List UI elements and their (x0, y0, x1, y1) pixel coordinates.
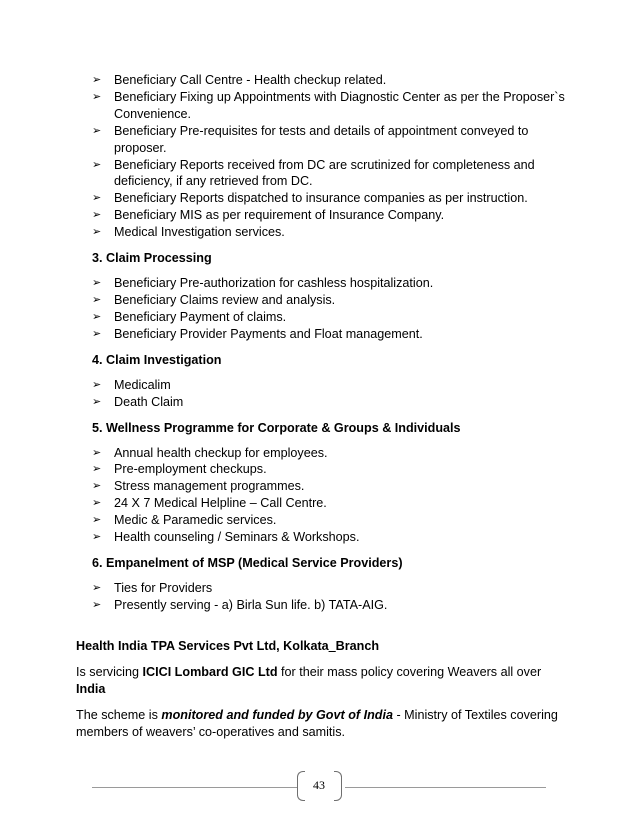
arrow-bullet-icon: ➢ (92, 89, 102, 103)
list-item: ➢ Beneficiary Reports dispatched to insurance companies as per instruction. (92, 191, 528, 206)
arrow-bullet-icon: ➢ (92, 326, 102, 340)
list-item: ➢ Medical Investigation services. (92, 225, 285, 240)
arrow-bullet-icon: ➢ (92, 530, 102, 544)
arrow-bullet-icon: ➢ (92, 157, 102, 171)
intro-bullet-list (76, 72, 566, 241)
page-number-bracket-right (334, 771, 342, 801)
arrow-bullet-icon: ➢ (92, 225, 102, 239)
list-item: ➢ Pre-employment checkups. (92, 462, 267, 477)
arrow-bullet-icon: ➢ (92, 496, 102, 510)
section-heading-wellness-programme: 5. Wellness Programme for Corporate & Groups & Individuals (92, 420, 461, 435)
arrow-bullet-icon: ➢ (92, 513, 102, 527)
list-item: ➢ 24 X 7 Medical Helpline – Call Centre. (92, 496, 327, 511)
footer-rule-left (92, 787, 297, 788)
arrow-bullet-icon: ➢ (92, 377, 102, 391)
branch-paragraphs (76, 638, 566, 741)
wellness-programme-list (76, 445, 566, 546)
list-item: ➢ Beneficiary Provider Payments and Float management. (92, 326, 423, 341)
list-item: ➢ Death Claim (92, 394, 184, 409)
company-name: ICICI Lombard GIC Ltd (142, 664, 278, 679)
list-item: ➢ Stress management programmes. (92, 479, 305, 494)
arrow-bullet-icon: ➢ (92, 276, 102, 290)
arrow-bullet-icon: ➢ (92, 462, 102, 476)
page-number-bracket-left (297, 771, 305, 801)
page-number: 43 (313, 778, 325, 792)
footer-rule-right (345, 787, 546, 788)
branch-heading: Health India TPA Services Pvt Ltd, Kolkata_Branch (76, 639, 380, 653)
section-heading-claim-processing: 3. Claim Processing (92, 251, 212, 266)
list-item: ➢ Beneficiary Pre-requisites for tests and details of appointment conveyed to proposer. (92, 123, 529, 155)
arrow-bullet-icon: ➢ (92, 580, 102, 594)
arrow-bullet-icon: ➢ (92, 191, 102, 205)
document-body (76, 72, 566, 614)
arrow-bullet-icon: ➢ (92, 445, 102, 459)
list-item: ➢ Beneficiary MIS as per requirement of Insurance Company. (92, 208, 445, 223)
list-item: ➢ Beneficiary Call Centre - Health checkup related. (92, 73, 387, 87)
arrow-bullet-icon: ➢ (92, 292, 102, 306)
list-item: ➢ Beneficiary Payment of claims. (92, 309, 287, 324)
list-item: ➢ Medic & Paramedic services. (92, 513, 277, 528)
claim-processing-list (76, 275, 566, 343)
list-item: ➢ Health counseling / Seminars & Workshops. (92, 530, 360, 545)
servicing-paragraph: Is servicing ICICI Lombard GIC Ltd for their mass policy covering Weavers all over India (76, 664, 542, 696)
arrow-bullet-icon: ➢ (92, 597, 102, 611)
list-item: ➢ Beneficiary Fixing up Appointments with Diagnostic Center as per the Proposer`s Convenience. (92, 89, 565, 121)
scheme-paragraph: The scheme is monitored and funded by Govt of India - Ministry of Textiles covering members of weavers’ co-operatives and samitis. (76, 707, 558, 739)
arrow-bullet-icon: ➢ (92, 208, 102, 222)
arrow-bullet-icon: ➢ (92, 394, 102, 408)
list-item: ➢ Beneficiary Claims review and analysis. (92, 292, 336, 307)
arrow-bullet-icon: ➢ (92, 309, 102, 323)
list-item: ➢ Ties for Providers (92, 580, 213, 595)
list-item: ➢ Beneficiary Reports received from DC are scrutinized for completeness and deficiency, if any retrieved from DC. (92, 157, 535, 189)
section-heading-empanelment-msp: 6. Empanelment of MSP (Medical Service Providers) (92, 555, 403, 570)
list-item: ➢ Medicalim (92, 377, 171, 392)
arrow-bullet-icon: ➢ (92, 479, 102, 493)
claim-investigation-list (76, 377, 566, 411)
arrow-bullet-icon: ➢ (92, 73, 102, 86)
list-item: ➢ Presently serving - a) Birla Sun life. b) TATA-AIG. (92, 597, 388, 612)
list-item: ➢ Annual health checkup for employees. (92, 445, 328, 460)
section-heading-claim-investigation: 4. Claim Investigation (92, 352, 222, 367)
empanelment-msp-list (76, 580, 566, 614)
arrow-bullet-icon: ➢ (92, 123, 102, 137)
scheme-emphasis: monitored and funded by Govt of India (161, 707, 393, 722)
list-item: ➢ Beneficiary Pre-authorization for cashless hospitalization. (92, 276, 434, 291)
